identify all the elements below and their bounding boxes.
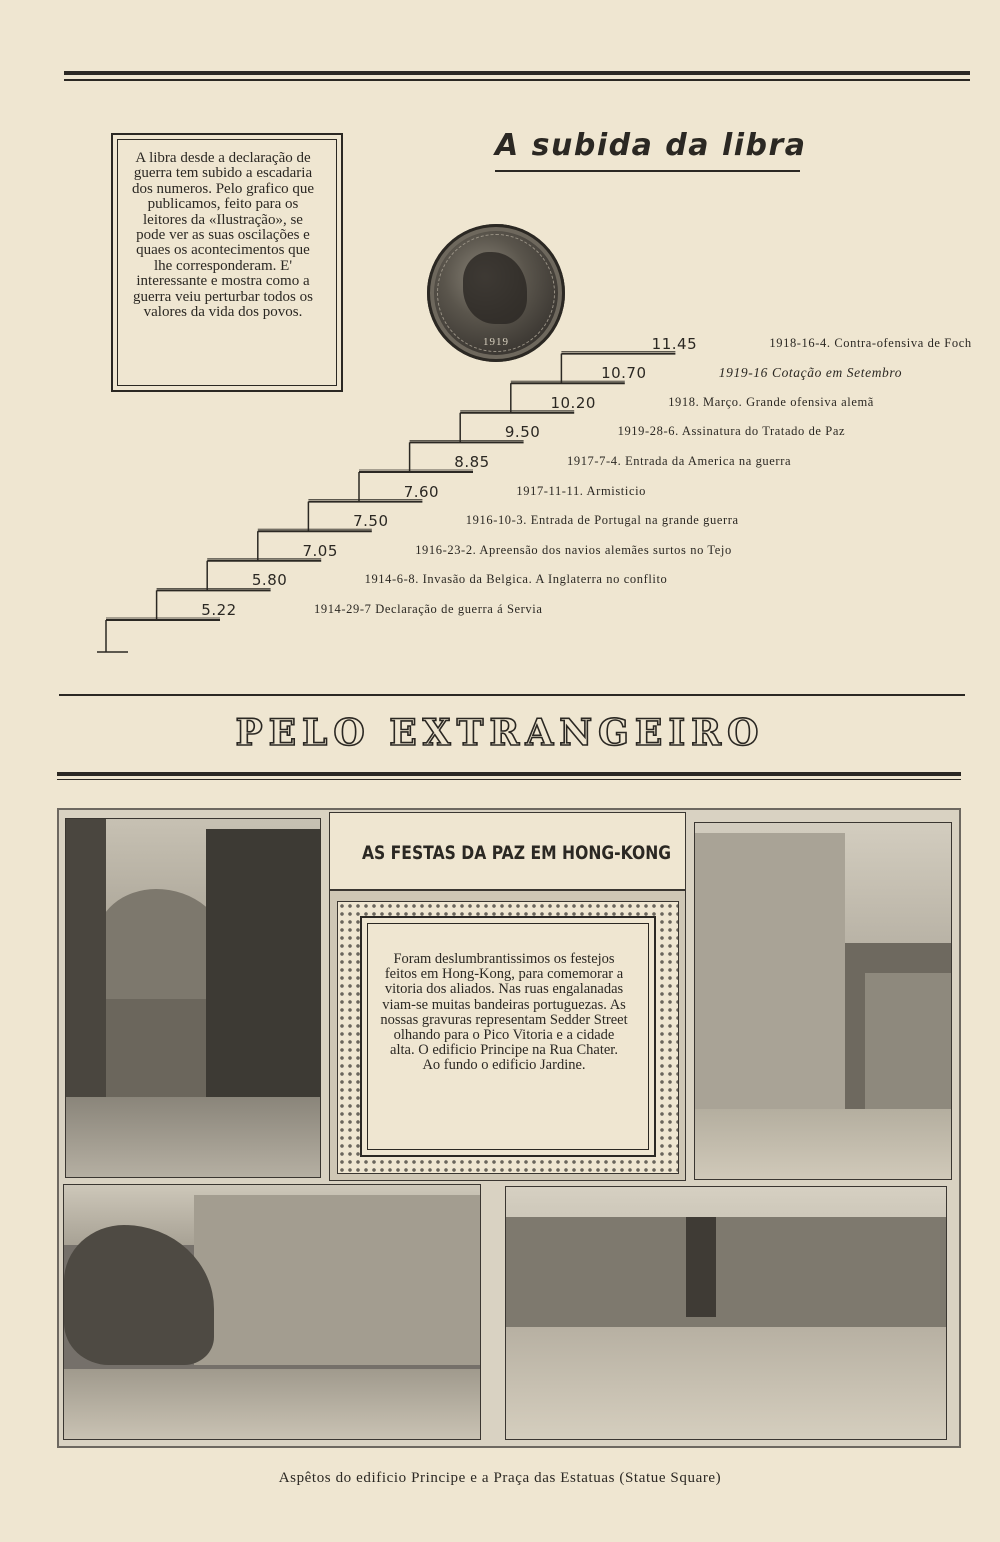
top-rule-thick bbox=[64, 71, 970, 75]
step-event: 1917-7-4. Entrada da America na guerra bbox=[567, 454, 792, 468]
hk-title-box bbox=[330, 813, 685, 891]
hk-caption-box bbox=[360, 916, 656, 1157]
coin-year: 1919 bbox=[483, 336, 509, 348]
photo-square bbox=[506, 1327, 946, 1439]
step-value: 5.80 bbox=[251, 571, 288, 590]
step-event: 1916-10-3. Entrada de Portugal na grande guerra bbox=[465, 513, 739, 528]
photo-building bbox=[506, 1217, 946, 1327]
dotted-border-frame bbox=[337, 901, 679, 1174]
step-value: 7.50 bbox=[353, 512, 389, 531]
footer-caption: Aspêtos do edificio Principe e a Praça das Estatuas (Statue Square) bbox=[278, 1470, 722, 1486]
step-event: 1919-28-6. Assinatura do Tratado de Paz bbox=[617, 424, 846, 439]
step-event: 1919-16 Cotação em Setembro bbox=[718, 365, 903, 381]
photo-trees bbox=[64, 1225, 214, 1365]
photo-statue bbox=[686, 1217, 716, 1317]
libra-title: A subida da libra bbox=[495, 128, 807, 163]
step-value: 8.85 bbox=[454, 453, 490, 471]
photo-rua-chater bbox=[63, 1184, 481, 1440]
step-value: 9.50 bbox=[504, 423, 541, 442]
photo-edificio-principe bbox=[694, 822, 952, 1180]
step-event: 1914-6-8. Invasão da Belgica. A Inglaterra no conflito bbox=[364, 572, 668, 587]
step-value: 11.45 bbox=[651, 334, 698, 353]
photo-street bbox=[695, 1109, 951, 1179]
section-rule-bottom-thick bbox=[57, 772, 961, 776]
step-event: 1918-16-4. Contra-ofensiva de Foch bbox=[769, 335, 972, 350]
title-underline bbox=[495, 170, 800, 172]
sovereign-coin-image bbox=[427, 224, 565, 362]
photo-building bbox=[695, 833, 845, 1123]
hk-title: AS FESTAS DA PAZ EM HONG-KONG bbox=[361, 842, 672, 864]
photo-sedder-street bbox=[65, 818, 321, 1178]
step-value: 5.22 bbox=[201, 601, 237, 619]
photo-building-left bbox=[66, 819, 106, 1119]
photo-street bbox=[66, 1097, 320, 1177]
step-value: 10.20 bbox=[550, 393, 596, 412]
top-rule-thin bbox=[64, 79, 970, 81]
section-rule-top bbox=[59, 694, 965, 696]
step-value: 10.70 bbox=[601, 364, 647, 383]
intro-text: A libra desde a declaração de guerra tem subido a escadaria dos numeros. Pelo grafico que publicamos, feito para os leitores da «Ilustração», se pode ver as suas oscilações e quaes os acontecimentos que lhe corresponderam. E' interessante e mostra como a guerra veiu perturbar todos os valores da vida dos povos. bbox=[131, 150, 315, 321]
step-value: 7.05 bbox=[302, 541, 338, 560]
section-heading: PELO EXTRANGEIRO bbox=[235, 712, 765, 754]
photo-building-far bbox=[865, 973, 951, 1123]
step-value: 7.60 bbox=[403, 482, 440, 501]
step-event: 1914-29-7 Declaração de guerra á Servia bbox=[314, 602, 543, 616]
step-event: 1916-23-2. Apreensão dos navios alemães surtos no Tejo bbox=[415, 542, 732, 557]
section-rule-bottom-thin bbox=[57, 779, 961, 780]
photo-building bbox=[194, 1195, 480, 1365]
step-event: 1917-11-11. Armisticio bbox=[516, 483, 647, 498]
step-event: 1918. Março. Grande ofensiva alemã bbox=[668, 394, 874, 409]
center-panel bbox=[329, 812, 686, 1181]
intro-box bbox=[111, 133, 343, 392]
photo-statue-square bbox=[505, 1186, 947, 1440]
hk-caption: Foram deslumbrantissimos os festejos feitos em Hong-Kong, para comemorar a vitoria dos aliados. Nas ruas engalanadas viam-se muitas bandeiras portuguezas. As nossas gravuras representam Sedder Street olhando para o Pico Vitoria e a cidade alta. O edificio Principe na Rua Chater. Ao fundo o edificio Jardine. bbox=[380, 951, 628, 1074]
photo-street bbox=[64, 1369, 480, 1439]
